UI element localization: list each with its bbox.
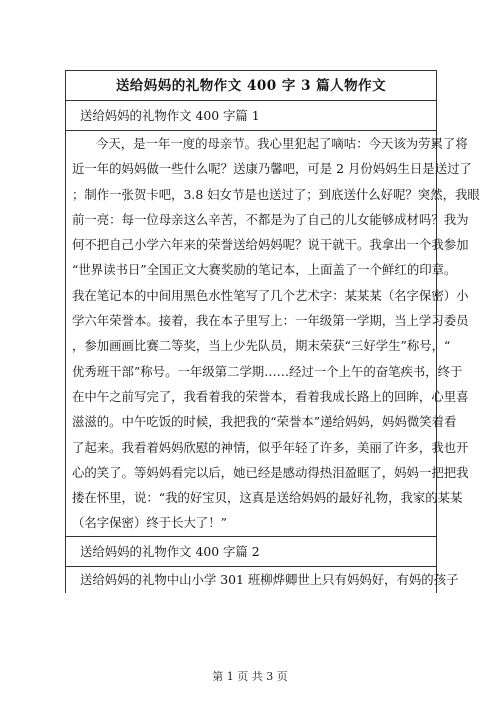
section-1-body — [65, 131, 480, 537]
body-text-line: 前一亮：每一位母亲这么辛苦，不都是为了自己的儿女能够成材吗？我为 — [72, 211, 469, 227]
body-text-line: 心的笑了。等妈妈看完以后，她已经是感动得热泪盈眶了，妈妈一把把我 — [72, 464, 469, 480]
page-footer: 第 1 页 共 3 页 — [212, 670, 288, 683]
body-text-line: 优秀班干部”称号。一年级第二学期……经过一个上午的奋笔疾书，终于 — [72, 363, 463, 379]
body-text-line: 今天，是一年一度的母亲节。我心里犯起了嘀咕：今天该为劳累了将 — [96, 136, 468, 151]
body-text-line: 学六年荣誉本。接着，我在本子里写上：一年级第一学期，当上学习委员 — [72, 313, 469, 329]
section-1-heading: 送给妈妈的礼物作文 400 字篇 1 — [65, 101, 437, 131]
body-text-line: 何不把自己小学六年来的荣誉送给妈妈呢？说干就干。我拿出一个我参加 — [72, 237, 469, 253]
body-text-line: 近一年的妈妈做一些什么呢？送康乃馨吧，可是 2 月份妈妈生日是送过了 — [72, 161, 472, 177]
body-text-line: ，参加画画比赛二等奖，当上少先队员，期末荣获“三好学生”称号，“ — [72, 338, 451, 354]
body-text-line: 在中午之前写完了，我看着我的荣誉本，看着我成长路上的回眸，心里喜 — [72, 388, 469, 404]
body-text-line: ；制作一张贺卡吧，3.8 妇女节是也送过了；到底送什么好呢？突然，我眼 — [72, 186, 480, 202]
body-text-line: （名字保密）终于长大了！” — [72, 515, 228, 531]
body-text-line: 搂在怀里，说：“我的好宝贝，这真是送给妈妈的最好礼物，我家的某某 — [72, 490, 463, 506]
body-text-line: 了起来。我看着妈妈欣慰的神情，似乎年轻了许多，美丽了许多，我也开 — [72, 439, 469, 455]
section-2-heading: 送给妈妈的礼物作文 400 字篇 2 — [65, 537, 437, 567]
section-2-first-line: 送给妈妈的礼物中山小学 301 班柳烨卿世上只有妈妈好，有妈的孩子 — [65, 567, 437, 593]
body-text-line: “世界读书日”全国正文大赛奖励的笔记本，上面盖了一个鲜红的印章。 — [72, 262, 457, 278]
document-title: 送给妈妈的礼物作文 400 字 3 篇人物作文 — [65, 71, 437, 101]
body-text-line: 我在笔记本的中间用黑色水性笔写了几个艺术字：某某某（名字保密）小 — [72, 287, 469, 303]
body-text-line: 滋滋的。中午吃饭的时候，我把我的“荣誉本”递给妈妈，妈妈微笑着看 — [72, 414, 457, 430]
document-table — [65, 70, 480, 593]
